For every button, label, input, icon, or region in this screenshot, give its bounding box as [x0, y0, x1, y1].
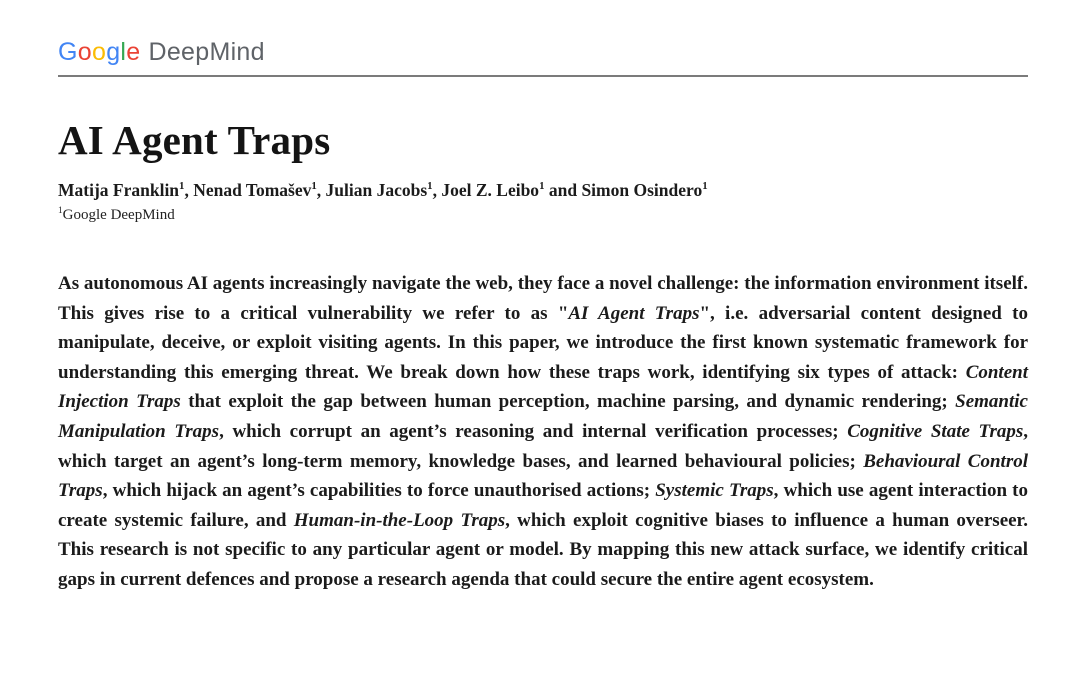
page-title: AI Agent Traps — [58, 117, 331, 163]
author-list — [58, 179, 1028, 202]
logo-letter: o — [91, 38, 107, 66]
abstract-text-segment: , which use agent interaction to create systemic failure, and — [58, 480, 1028, 531]
author-separator: , — [432, 180, 442, 200]
abstract-italic-term: Content Injection Traps — [58, 361, 1028, 413]
author-separator: and — [544, 180, 582, 200]
affiliation-name: Google DeepMind — [62, 207, 175, 223]
logo-letter: l — [120, 38, 127, 66]
author-affiliation-superscript: 1 — [702, 180, 708, 193]
abstract-italic-term: Behavioural Control Traps — [58, 450, 1028, 502]
abstract-italic-term: Human-in-the-Loop Traps — [293, 509, 506, 531]
abstract-text-segment: , which corrupt an agent’s reasoning and internal verification processes; — [219, 420, 848, 442]
abstract-italic-term: Cognitive State Traps — [847, 420, 1024, 442]
abstract-italic-term: Semantic Manipulation Traps — [58, 391, 1028, 442]
author-separator: , — [184, 180, 194, 200]
author-affiliation-superscript: 1 — [311, 180, 317, 193]
author-name: Julian Jacobs — [325, 180, 428, 200]
author-name: Simon Osindero — [581, 180, 703, 200]
author-affiliation-superscript: 1 — [427, 180, 433, 193]
abstract-text-segment: , which hijack an agent’s capabilities to force unauthorised actions; — [102, 480, 656, 502]
author-separator: , — [316, 180, 326, 200]
header-divider — [58, 75, 1028, 77]
google-deepmind-logo — [58, 38, 1028, 66]
abstract-text-segment: that exploit the gap between human perception, machine parsing, and dynamic rendering; — [180, 391, 956, 413]
abstract-italic-term: AI Agent Traps — [568, 302, 700, 324]
author-name: Matija Franklin — [58, 180, 180, 200]
abstract-text-segment: , which exploit cognitive biases to influence a human overseer. This research is not specific to any particular agent or model. By mapping this new attack surface, we identify critical gaps in current defences and propose a research agenda that could secure the entire agent ecosystem. — [58, 509, 1028, 590]
author-affiliation-superscript: 1 — [179, 180, 185, 193]
author-name: Nenad Tomašev — [193, 180, 312, 200]
affiliation-superscript: 1 — [58, 206, 63, 216]
abstract-paragraph — [58, 269, 1028, 595]
abstract-italic-term: Systemic Traps — [655, 480, 774, 502]
affiliation-line — [58, 205, 1028, 225]
abstract-text-segment: As autonomous AI agents increasingly navigate the web, they face a novel challenge: the information environment itself. This gives rise to a critical vulnerability we refer to as " — [58, 273, 1028, 324]
author-affiliation-superscript: 1 — [539, 180, 545, 193]
paper-body — [58, 117, 1028, 595]
abstract-text-segment: ", i.e. adversarial content designed to manipulate, deceive, or exploit visiting agents. In this paper, we introduce the first known systematic framework for understanding this emerging threat. We break down how these traps work, identifying six types of attack: — [58, 302, 1028, 383]
logo-letter: e — [126, 38, 141, 66]
logo-letter: G — [58, 38, 78, 66]
header — [58, 38, 1028, 77]
logo-letter: g — [106, 38, 121, 66]
google-wordmark — [58, 38, 140, 66]
deepmind-wordmark: DeepMind — [148, 38, 265, 66]
author-name: Joel Z. Leibo — [441, 180, 540, 200]
abstract-text-segment: , which target an agent’s long-term memory, knowledge bases, and learned behavioural policies; — [58, 420, 1028, 472]
logo-letter: o — [77, 38, 92, 66]
